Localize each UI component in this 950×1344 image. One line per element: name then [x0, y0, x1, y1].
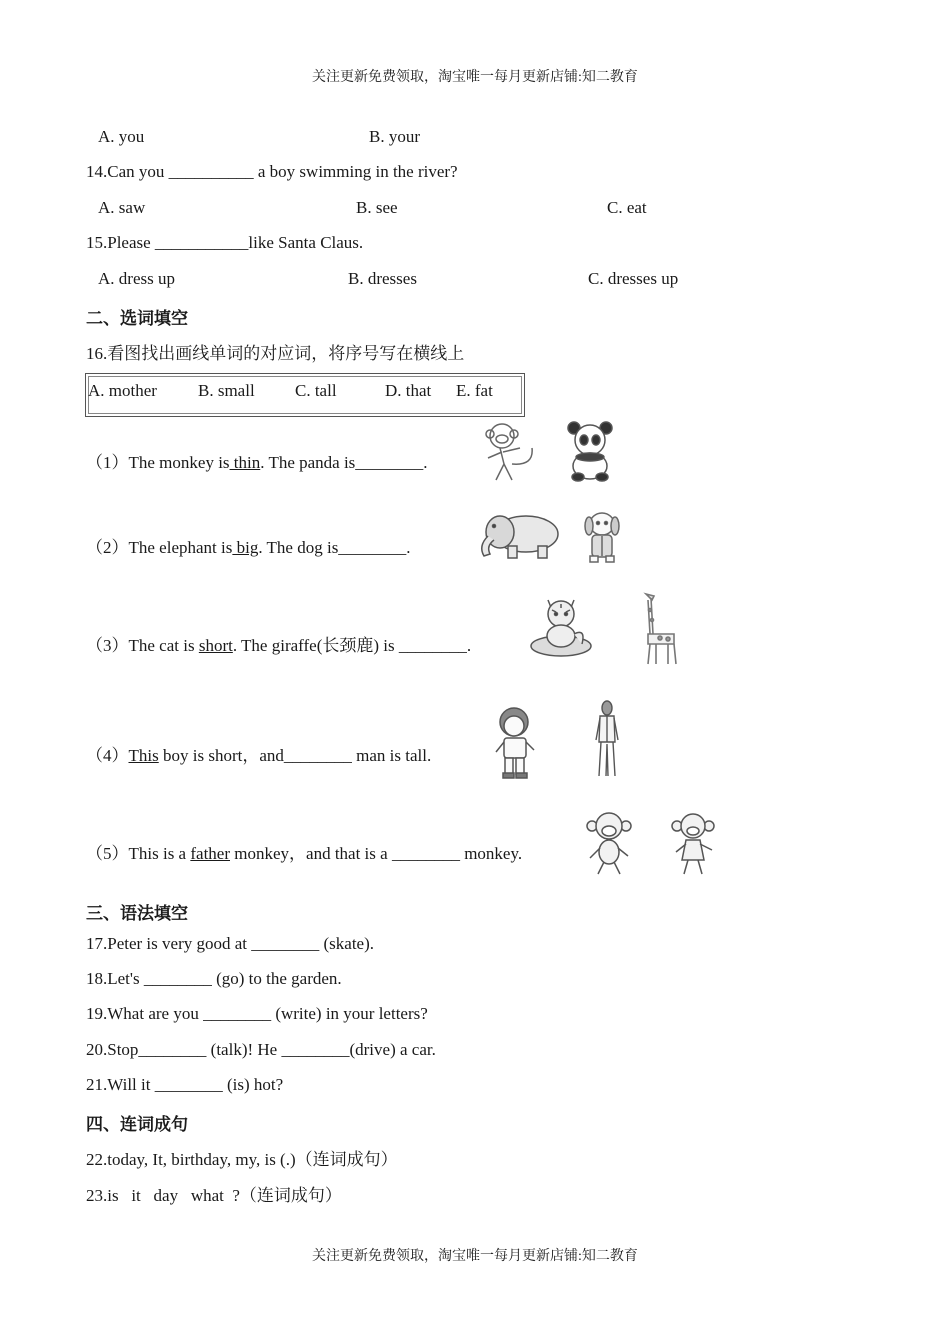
word-d: D. that [385, 381, 432, 400]
q23-text: 23.is it day what ?（连词成句） [86, 1186, 342, 1205]
q16-item-1: （1）The monkey is thin. The panda is________. [86, 453, 428, 472]
q16-item-2: （2）The elephant is big. The dog is________. [86, 538, 411, 557]
cat-picture [528, 594, 594, 660]
section3-title: 三、语法填空 [86, 904, 188, 923]
section2-title: 二、选词填空 [86, 309, 188, 328]
q16-instruction: 16.看图找出画线单词的对应词，将序号写在横线上 [86, 344, 465, 363]
word-e: E. fat [456, 381, 493, 400]
q13-option-a: A. you [98, 127, 145, 146]
q20-text: 20.Stop________ (talk)! He ________(drive) a car. [86, 1040, 436, 1059]
q22-text: 22.today, It, birthday, my, is (.)（连词成句） [86, 1150, 398, 1169]
word-c: C. tall [295, 381, 337, 400]
page-header: 关注更新免费领取，淘宝唯一每月更新店铺:知二教育 [312, 70, 638, 85]
q14-text: 14.Can you __________ a boy swimming in the river? [86, 162, 458, 181]
q14-option-c: C. eat [607, 198, 647, 217]
father-monkey-picture [584, 810, 634, 876]
q15-option-c: C. dresses up [588, 269, 679, 288]
mother-monkey-picture [668, 810, 718, 876]
tall-man-picture [590, 700, 624, 780]
q18-text: 18.Let's ________ (go) to the garden. [86, 969, 342, 988]
q13-option-b: B. your [369, 127, 420, 146]
giraffe-picture [634, 590, 680, 666]
q14-option-b: B. see [356, 198, 398, 217]
q15-text: 15.Please ___________like Santa Claus. [86, 233, 364, 252]
q17-text: 17.Peter is very good at ________ (skate). [86, 934, 374, 953]
dog-picture [580, 508, 626, 564]
q16-item-3: （3）The cat is short. The giraffe(长颈鹿) is ________. [86, 636, 472, 655]
word-a: A. mother [88, 381, 157, 400]
q15-option-b: B. dresses [348, 269, 417, 288]
page-footer: 关注更新免费领取，淘宝唯一每月更新店铺:知二教育 [312, 1249, 638, 1264]
short-boy-picture [494, 704, 536, 780]
thin-monkey-picture [476, 418, 544, 484]
q16-item-4: （4）This boy is short，and________ man is tall. [86, 746, 432, 765]
q14-option-a: A. saw [98, 198, 146, 217]
word-b: B. small [198, 381, 255, 400]
panda-picture [564, 420, 616, 482]
q19-text: 19.What are you ________ (write) in your letters? [86, 1004, 428, 1023]
elephant-picture [476, 510, 562, 562]
q21-text: 21.Will it ________ (is) hot? [86, 1075, 284, 1094]
q16-item-5: （5）This is a father monkey，and that is a ________ monkey. [86, 844, 523, 863]
q15-option-a: A. dress up [98, 269, 175, 288]
section4-title: 四、连词成句 [86, 1115, 188, 1134]
